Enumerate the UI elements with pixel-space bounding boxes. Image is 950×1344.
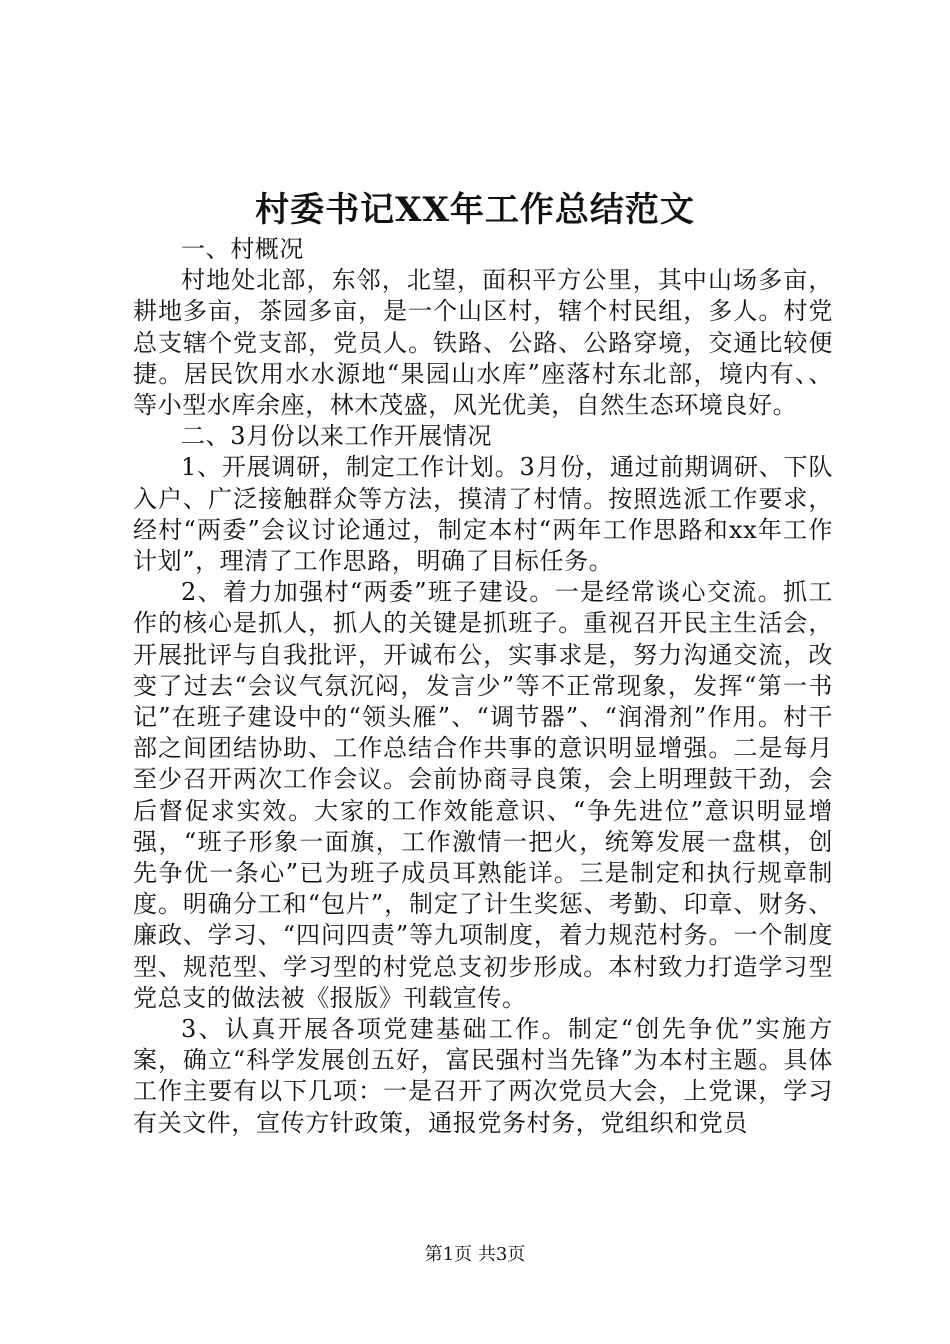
page-number-footer: 第1页 共3页 [424,1244,526,1265]
paragraph-village-overview: 村地处北部，东邻，北望，面积平方公里，其中山场多亩，耕地多亩，茶园多亩，是一个山区村，辖个村民组，多人。村党总支辖个党支部，党员人。铁路、公路、公路穿境，交通比较便捷。居民饮用水水源地“果园山水库”座落村东北部，境内有、、等小型水库余座，林木茂盛，风光优美，自然生态环境良好。 [133,266,833,420]
paragraph-team-building: 2、着力加强村“两委”班子建设。一是经常谈心交流。抓工作的核心是抓人，抓人的关键是抓班子。重视召开民主生活会，开展批评与自我批评，开诚布公，实事求是，努力沟通交流，改变了过去“会议气氛沉闷，发言少”等不正常现象，发挥“第一书记”在班子建设中的“领头雁”、“调节器”、“润滑剂”作用。村干部之间团结协助、工作总结合作共事的意识明显增强。二是每月至少召开两次工作会议。会前协商寻良策，会上明理鼓干劲，会后督促求实效。大家的工作效能意识、“争先进位”意识明显增强，“班子形象一面旗，工作激情一把火，统筹发展一盘棋，创先争优一条心”已为班子成员耳熟能详。三是制定和执行规章制度。明确分工和“包片”，制定了计生奖惩、考勤、印章、财务、廉政、学习、“四问四责”等九项制度，着力规范村务。一个制度型、规范型、学习型的村党总支初步形成。本村致力打造学习型党总支的做法被《报版》刊载宣传。 [133,578,833,1012]
section-heading-work-progress: 二、3月份以来工作开展情况 [181,422,493,451]
document-body [133,234,833,1139]
paragraph-work-plan: 1、开展调研，制定工作计划。3月份，通过前期调研、下队入户、广泛接触群众等方法，摸清了村情。按照选派工作要求，经村“两委”会议讨论通过，制定本村“两年工作思路和xx年工作计划”，理清了工作思路，明确了目标任务。 [133,453,833,576]
document-title: 村委书记XX年工作总结范文 [255,190,695,230]
paragraph-party-building: 3、认真开展各项党建基础工作。制定“创先争优”实施方案，确立“科学发展创五好，富民强村当先锋”为本村主题。具体工作主要有以下几项：一是召开了两次党员大会，上党课，学习有关文件，宣传方针政策，通报党务村务，党组织和党员 [133,1015,833,1137]
section-heading-village-overview: 一、村概况 [181,235,304,263]
